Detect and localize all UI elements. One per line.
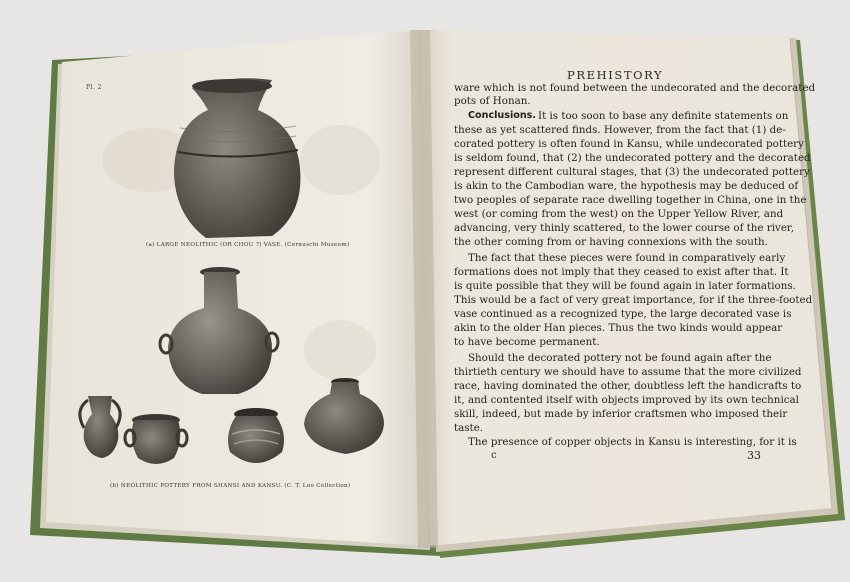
text-line: advancing, very thinly scattered, to the lower course of the river, [454,222,794,234]
text-line: pots of Honan. [454,95,531,107]
text-line: is quite possible that they will be found again in later formations. [454,280,796,292]
text-line: it, and contented itself with objects improved by its own technical [454,394,799,406]
text-line: two peoples of separate race dwelling together in China, one in the [454,194,807,206]
text-line: The presence of copper objects in Kansu is interesting, for it is [468,436,797,448]
text-line: vase continued as a recognized type, the large decorated vase is [454,308,792,320]
text-line: these as yet scattered finds. However, from the fact that (1) de- [454,124,786,136]
text-line: akin to the older Han pieces. Thus the two kinds would appear [454,322,783,334]
caption-b: (b) NEOLITHIC POTTERY FROM SHANSI AND KANSU. (C. T. Loo Collection) [110,483,351,489]
text-line: thirtieth century we should have to assume that the more civilized [454,366,802,378]
text-line: taste. [454,422,484,434]
text-line: to have become permanent. [454,336,600,348]
text-line: is seldom found, that (2) the undecorated pottery and the decorated [454,152,811,164]
text-line: This would be a fact of very great importance, for if the three-footed [454,294,813,306]
text-line: Should the decorated pottery not be found again after the [468,352,772,364]
text-line: skill, indeed, but made by inferior craftsmen who imposed their [454,408,788,420]
text-line: the other coming from or having connexions with the south. [454,236,768,248]
signature-mark: c [491,450,497,461]
text-line: ware which is not found between the undecorated and the decorated [454,82,816,94]
text-line: race, having dominated the other, doubtless left the handicrafts to [454,380,802,392]
text-line: corated pottery is often found in Kansu, while undecorated pottery [454,138,804,150]
text-line: west (or coming from the west) on the Upper Yellow River, and [454,208,784,220]
text-line: formations does not imply that they ceased to exist after that. It [454,266,789,278]
running-head: PREHISTORY [567,68,664,82]
caption-a: (a) LARGE NEOLITHIC (OR CHOU ?) VASE. (Cernuschi Museum) [146,242,350,248]
text-line: represent different cultural stages, that (3) the undecorated pottery [454,166,810,178]
plate-label: Pl. 2 [86,84,103,91]
section-heading: Conclusions. [468,110,537,121]
text-line: The fact that these pieces were found in comparatively early [468,252,786,264]
text-line: It is too soon to base any definite statements on [538,110,789,122]
text-line: is akin to the Cambodian ware, the hypothesis may be deduced of [454,180,799,192]
decorated-jar-photo [228,408,284,463]
page-number: 33 [747,449,761,462]
